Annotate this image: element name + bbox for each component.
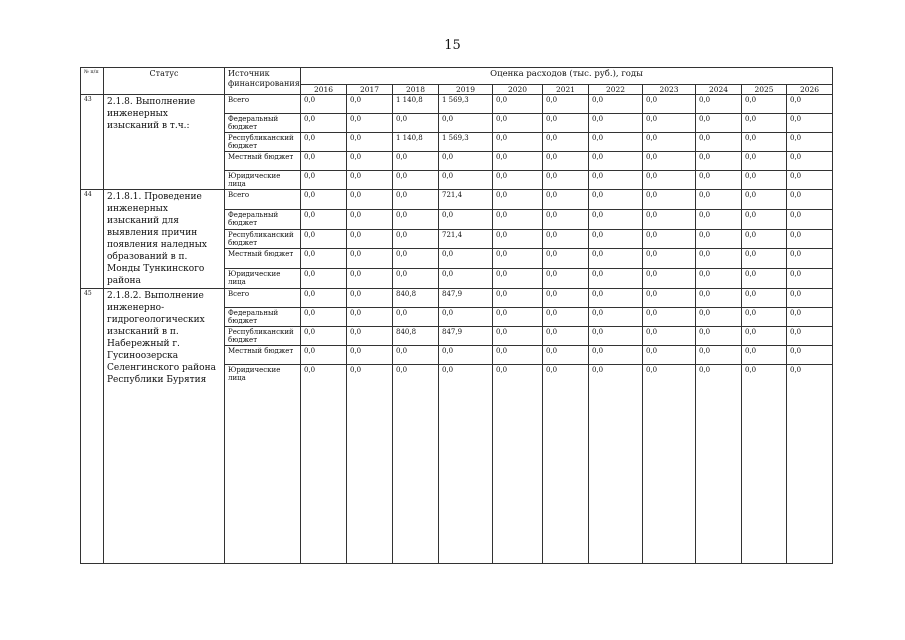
value-cell: 0,0 — [787, 114, 833, 133]
value-cell: 0,0 — [696, 114, 742, 133]
value-cell: 0,0 — [643, 346, 696, 365]
value-cell: 1 140,8 — [393, 95, 439, 114]
value-cell: 0,0 — [301, 95, 347, 114]
value-cell: 0,0 — [493, 249, 543, 269]
value-cell: 0,0 — [589, 133, 643, 152]
value-cell: 0,0 — [393, 249, 439, 269]
value-cell: 0,0 — [393, 308, 439, 327]
value-cell: 0,0 — [643, 152, 696, 171]
value-cell: 0,0 — [543, 95, 589, 114]
value-cell: 0,0 — [543, 269, 589, 289]
value-cell: 1 569,3 — [439, 95, 493, 114]
header-year: 2025 — [742, 85, 787, 95]
table-row — [81, 95, 833, 114]
value-cell: 0,0 — [347, 171, 393, 190]
measure-name: 2.1.8. Выполнение инженерных изысканий в т.ч.: — [104, 95, 225, 190]
value-cell: 0,0 — [347, 308, 393, 327]
value-cell: 0,0 — [439, 308, 493, 327]
funding-source: Юридические лица — [225, 365, 301, 564]
value-cell: 0,0 — [301, 190, 347, 210]
value-cell: 0,0 — [742, 249, 787, 269]
value-cell: 0,0 — [493, 308, 543, 327]
value-cell: 0,0 — [543, 133, 589, 152]
value-cell: 0,0 — [347, 229, 393, 249]
value-cell: 0,0 — [787, 269, 833, 289]
funding-source: Местный бюджет — [225, 249, 301, 269]
funding-source: Федеральный бюджет — [225, 308, 301, 327]
value-cell: 0,0 — [643, 249, 696, 269]
value-cell: 0,0 — [301, 269, 347, 289]
value-cell: 0,0 — [493, 269, 543, 289]
value-cell: 0,0 — [589, 171, 643, 190]
value-cell: 0,0 — [347, 133, 393, 152]
header-year: 2020 — [493, 85, 543, 95]
funding-source: Всего — [225, 95, 301, 114]
page-number: 15 — [444, 38, 461, 53]
value-cell: 0,0 — [347, 152, 393, 171]
value-cell: 0,0 — [643, 95, 696, 114]
value-cell: 0,0 — [643, 308, 696, 327]
value-cell: 0,0 — [742, 133, 787, 152]
header-year: 2023 — [643, 85, 696, 95]
value-cell: 0,0 — [347, 114, 393, 133]
value-cell: 0,0 — [787, 190, 833, 210]
value-cell: 0,0 — [301, 171, 347, 190]
value-cell: 0,0 — [347, 346, 393, 365]
value-cell: 0,0 — [301, 229, 347, 249]
value-cell: 0,0 — [493, 365, 543, 564]
funding-source: Юридические лица — [225, 171, 301, 190]
value-cell: 0,0 — [393, 346, 439, 365]
header-source: Источник финансирования — [225, 68, 301, 95]
value-cell: 0,0 — [589, 114, 643, 133]
measure-name: 2.1.8.2. Выполнение инженерно-гидрогеологических изысканий в п. Набережный г. Гусиноозерска Селенгинского района Республики Бурятия — [104, 289, 225, 564]
value-cell: 0,0 — [742, 209, 787, 229]
value-cell: 0,0 — [347, 327, 393, 346]
value-cell: 0,0 — [493, 229, 543, 249]
value-cell: 0,0 — [589, 209, 643, 229]
value-cell: 0,0 — [543, 171, 589, 190]
value-cell: 0,0 — [543, 346, 589, 365]
header-year: 2024 — [696, 85, 742, 95]
funding-source: Местный бюджет — [225, 346, 301, 365]
value-cell: 1 140,8 — [393, 133, 439, 152]
value-cell: 0,0 — [393, 269, 439, 289]
value-cell: 0,0 — [589, 152, 643, 171]
header-year: 2017 — [347, 85, 393, 95]
value-cell: 0,0 — [493, 114, 543, 133]
value-cell: 840,8 — [393, 289, 439, 308]
value-cell: 0,0 — [493, 190, 543, 210]
value-cell: 0,0 — [643, 171, 696, 190]
value-cell: 0,0 — [696, 133, 742, 152]
value-cell: 0,0 — [696, 327, 742, 346]
value-cell: 0,0 — [787, 95, 833, 114]
value-cell: 0,0 — [493, 95, 543, 114]
value-cell: 847,9 — [439, 289, 493, 308]
value-cell: 0,0 — [643, 365, 696, 564]
value-cell: 0,0 — [742, 327, 787, 346]
value-cell: 0,0 — [696, 209, 742, 229]
value-cell: 0,0 — [301, 114, 347, 133]
value-cell: 0,0 — [787, 365, 833, 564]
value-cell: 0,0 — [742, 171, 787, 190]
funding-source: Республиканский бюджет — [225, 327, 301, 346]
value-cell: 0,0 — [301, 365, 347, 564]
value-cell: 0,0 — [787, 327, 833, 346]
value-cell: 847,9 — [439, 327, 493, 346]
value-cell: 0,0 — [439, 114, 493, 133]
value-cell: 0,0 — [589, 365, 643, 564]
funding-source: Республиканский бюджет — [225, 133, 301, 152]
value-cell: 0,0 — [787, 133, 833, 152]
value-cell: 0,0 — [439, 152, 493, 171]
value-cell: 0,0 — [543, 365, 589, 564]
value-cell: 0,0 — [493, 327, 543, 346]
value-cell: 0,0 — [787, 209, 833, 229]
value-cell: 0,0 — [301, 133, 347, 152]
value-cell: 0,0 — [301, 209, 347, 229]
value-cell: 0,0 — [696, 190, 742, 210]
value-cell: 0,0 — [643, 133, 696, 152]
expenditure-table — [80, 67, 833, 564]
row-number: 45 — [81, 289, 104, 564]
table-row — [81, 190, 833, 210]
value-cell: 0,0 — [787, 346, 833, 365]
value-cell: 0,0 — [643, 114, 696, 133]
value-cell: 0,0 — [742, 365, 787, 564]
value-cell: 0,0 — [301, 308, 347, 327]
value-cell: 0,0 — [589, 346, 643, 365]
value-cell: 0,0 — [393, 229, 439, 249]
value-cell: 0,0 — [543, 289, 589, 308]
value-cell: 0,0 — [643, 190, 696, 210]
value-cell: 0,0 — [543, 152, 589, 171]
value-cell: 0,0 — [787, 289, 833, 308]
value-cell: 0,0 — [589, 269, 643, 289]
value-cell: 0,0 — [493, 152, 543, 171]
header-year: 2022 — [589, 85, 643, 95]
value-cell: 0,0 — [696, 95, 742, 114]
value-cell: 0,0 — [787, 308, 833, 327]
value-cell: 721,4 — [439, 190, 493, 210]
value-cell: 0,0 — [589, 308, 643, 327]
value-cell: 0,0 — [696, 346, 742, 365]
value-cell: 0,0 — [493, 171, 543, 190]
value-cell: 0,0 — [301, 327, 347, 346]
funding-source: Республиканский бюджет — [225, 229, 301, 249]
value-cell: 0,0 — [787, 171, 833, 190]
header-year: 2021 — [543, 85, 589, 95]
value-cell: 0,0 — [493, 289, 543, 308]
value-cell: 0,0 — [742, 152, 787, 171]
value-cell: 0,0 — [742, 229, 787, 249]
value-cell: 0,0 — [439, 249, 493, 269]
value-cell: 0,0 — [787, 152, 833, 171]
value-cell: 0,0 — [347, 209, 393, 229]
value-cell: 0,0 — [439, 171, 493, 190]
value-cell: 0,0 — [543, 327, 589, 346]
value-cell: 0,0 — [643, 269, 696, 289]
value-cell: 0,0 — [787, 229, 833, 249]
value-cell: 0,0 — [742, 114, 787, 133]
header-status: Статус — [104, 68, 225, 95]
header-no: № п/п — [81, 68, 104, 95]
funding-source: Федеральный бюджет — [225, 209, 301, 229]
value-cell: 0,0 — [543, 114, 589, 133]
value-cell: 0,0 — [696, 152, 742, 171]
value-cell: 0,0 — [543, 249, 589, 269]
value-cell: 0,0 — [439, 269, 493, 289]
value-cell: 0,0 — [543, 308, 589, 327]
header-year: 2026 — [787, 85, 833, 95]
funding-source: Юридические лица — [225, 269, 301, 289]
value-cell: 0,0 — [589, 229, 643, 249]
value-cell: 0,0 — [589, 190, 643, 210]
value-cell: 0,0 — [347, 365, 393, 564]
value-cell: 721,4 — [439, 229, 493, 249]
value-cell: 0,0 — [393, 209, 439, 229]
row-number: 43 — [81, 95, 104, 190]
header-estimate: Оценка расходов (тыс. руб.), годы — [301, 68, 833, 85]
value-cell: 0,0 — [742, 190, 787, 210]
value-cell: 0,0 — [696, 249, 742, 269]
value-cell: 0,0 — [643, 209, 696, 229]
value-cell: 0,0 — [393, 365, 439, 564]
value-cell: 0,0 — [543, 190, 589, 210]
value-cell: 0,0 — [347, 289, 393, 308]
value-cell: 0,0 — [742, 95, 787, 114]
value-cell: 0,0 — [643, 327, 696, 346]
value-cell: 0,0 — [347, 249, 393, 269]
value-cell: 0,0 — [787, 249, 833, 269]
value-cell: 0,0 — [742, 289, 787, 308]
value-cell: 0,0 — [643, 289, 696, 308]
value-cell: 840,8 — [393, 327, 439, 346]
value-cell: 0,0 — [742, 269, 787, 289]
value-cell: 0,0 — [301, 289, 347, 308]
value-cell: 0,0 — [439, 209, 493, 229]
value-cell: 0,0 — [301, 152, 347, 171]
funding-source: Всего — [225, 190, 301, 210]
value-cell: 0,0 — [696, 289, 742, 308]
value-cell: 0,0 — [696, 308, 742, 327]
value-cell: 0,0 — [696, 229, 742, 249]
value-cell: 0,0 — [696, 269, 742, 289]
value-cell: 0,0 — [589, 289, 643, 308]
funding-source: Федеральный бюджет — [225, 114, 301, 133]
funding-source: Всего — [225, 289, 301, 308]
value-cell: 0,0 — [393, 114, 439, 133]
value-cell: 0,0 — [493, 133, 543, 152]
value-cell: 0,0 — [643, 229, 696, 249]
header-year: 2019 — [439, 85, 493, 95]
value-cell: 0,0 — [493, 346, 543, 365]
value-cell: 0,0 — [589, 249, 643, 269]
value-cell: 0,0 — [347, 95, 393, 114]
value-cell: 0,0 — [543, 209, 589, 229]
value-cell: 0,0 — [439, 346, 493, 365]
value-cell: 0,0 — [493, 209, 543, 229]
table-row — [81, 289, 833, 308]
value-cell: 0,0 — [696, 171, 742, 190]
value-cell: 0,0 — [393, 190, 439, 210]
value-cell: 0,0 — [543, 229, 589, 249]
value-cell: 0,0 — [347, 190, 393, 210]
funding-source: Местный бюджет — [225, 152, 301, 171]
value-cell: 0,0 — [301, 249, 347, 269]
value-cell: 0,0 — [589, 327, 643, 346]
value-cell: 0,0 — [393, 171, 439, 190]
value-cell: 0,0 — [439, 365, 493, 564]
row-number: 44 — [81, 190, 104, 289]
header-year: 2018 — [393, 85, 439, 95]
value-cell: 0,0 — [742, 308, 787, 327]
value-cell: 0,0 — [393, 152, 439, 171]
value-cell: 0,0 — [696, 365, 742, 564]
value-cell: 0,0 — [742, 346, 787, 365]
header-year: 2016 — [301, 85, 347, 95]
value-cell: 0,0 — [347, 269, 393, 289]
measure-name: 2.1.8.1. Проведение инженерных изысканий для выявления причин появления наледных образований в п. Монды Тункинского района — [104, 190, 225, 289]
value-cell: 1 569,3 — [439, 133, 493, 152]
value-cell: 0,0 — [301, 346, 347, 365]
value-cell: 0,0 — [589, 95, 643, 114]
